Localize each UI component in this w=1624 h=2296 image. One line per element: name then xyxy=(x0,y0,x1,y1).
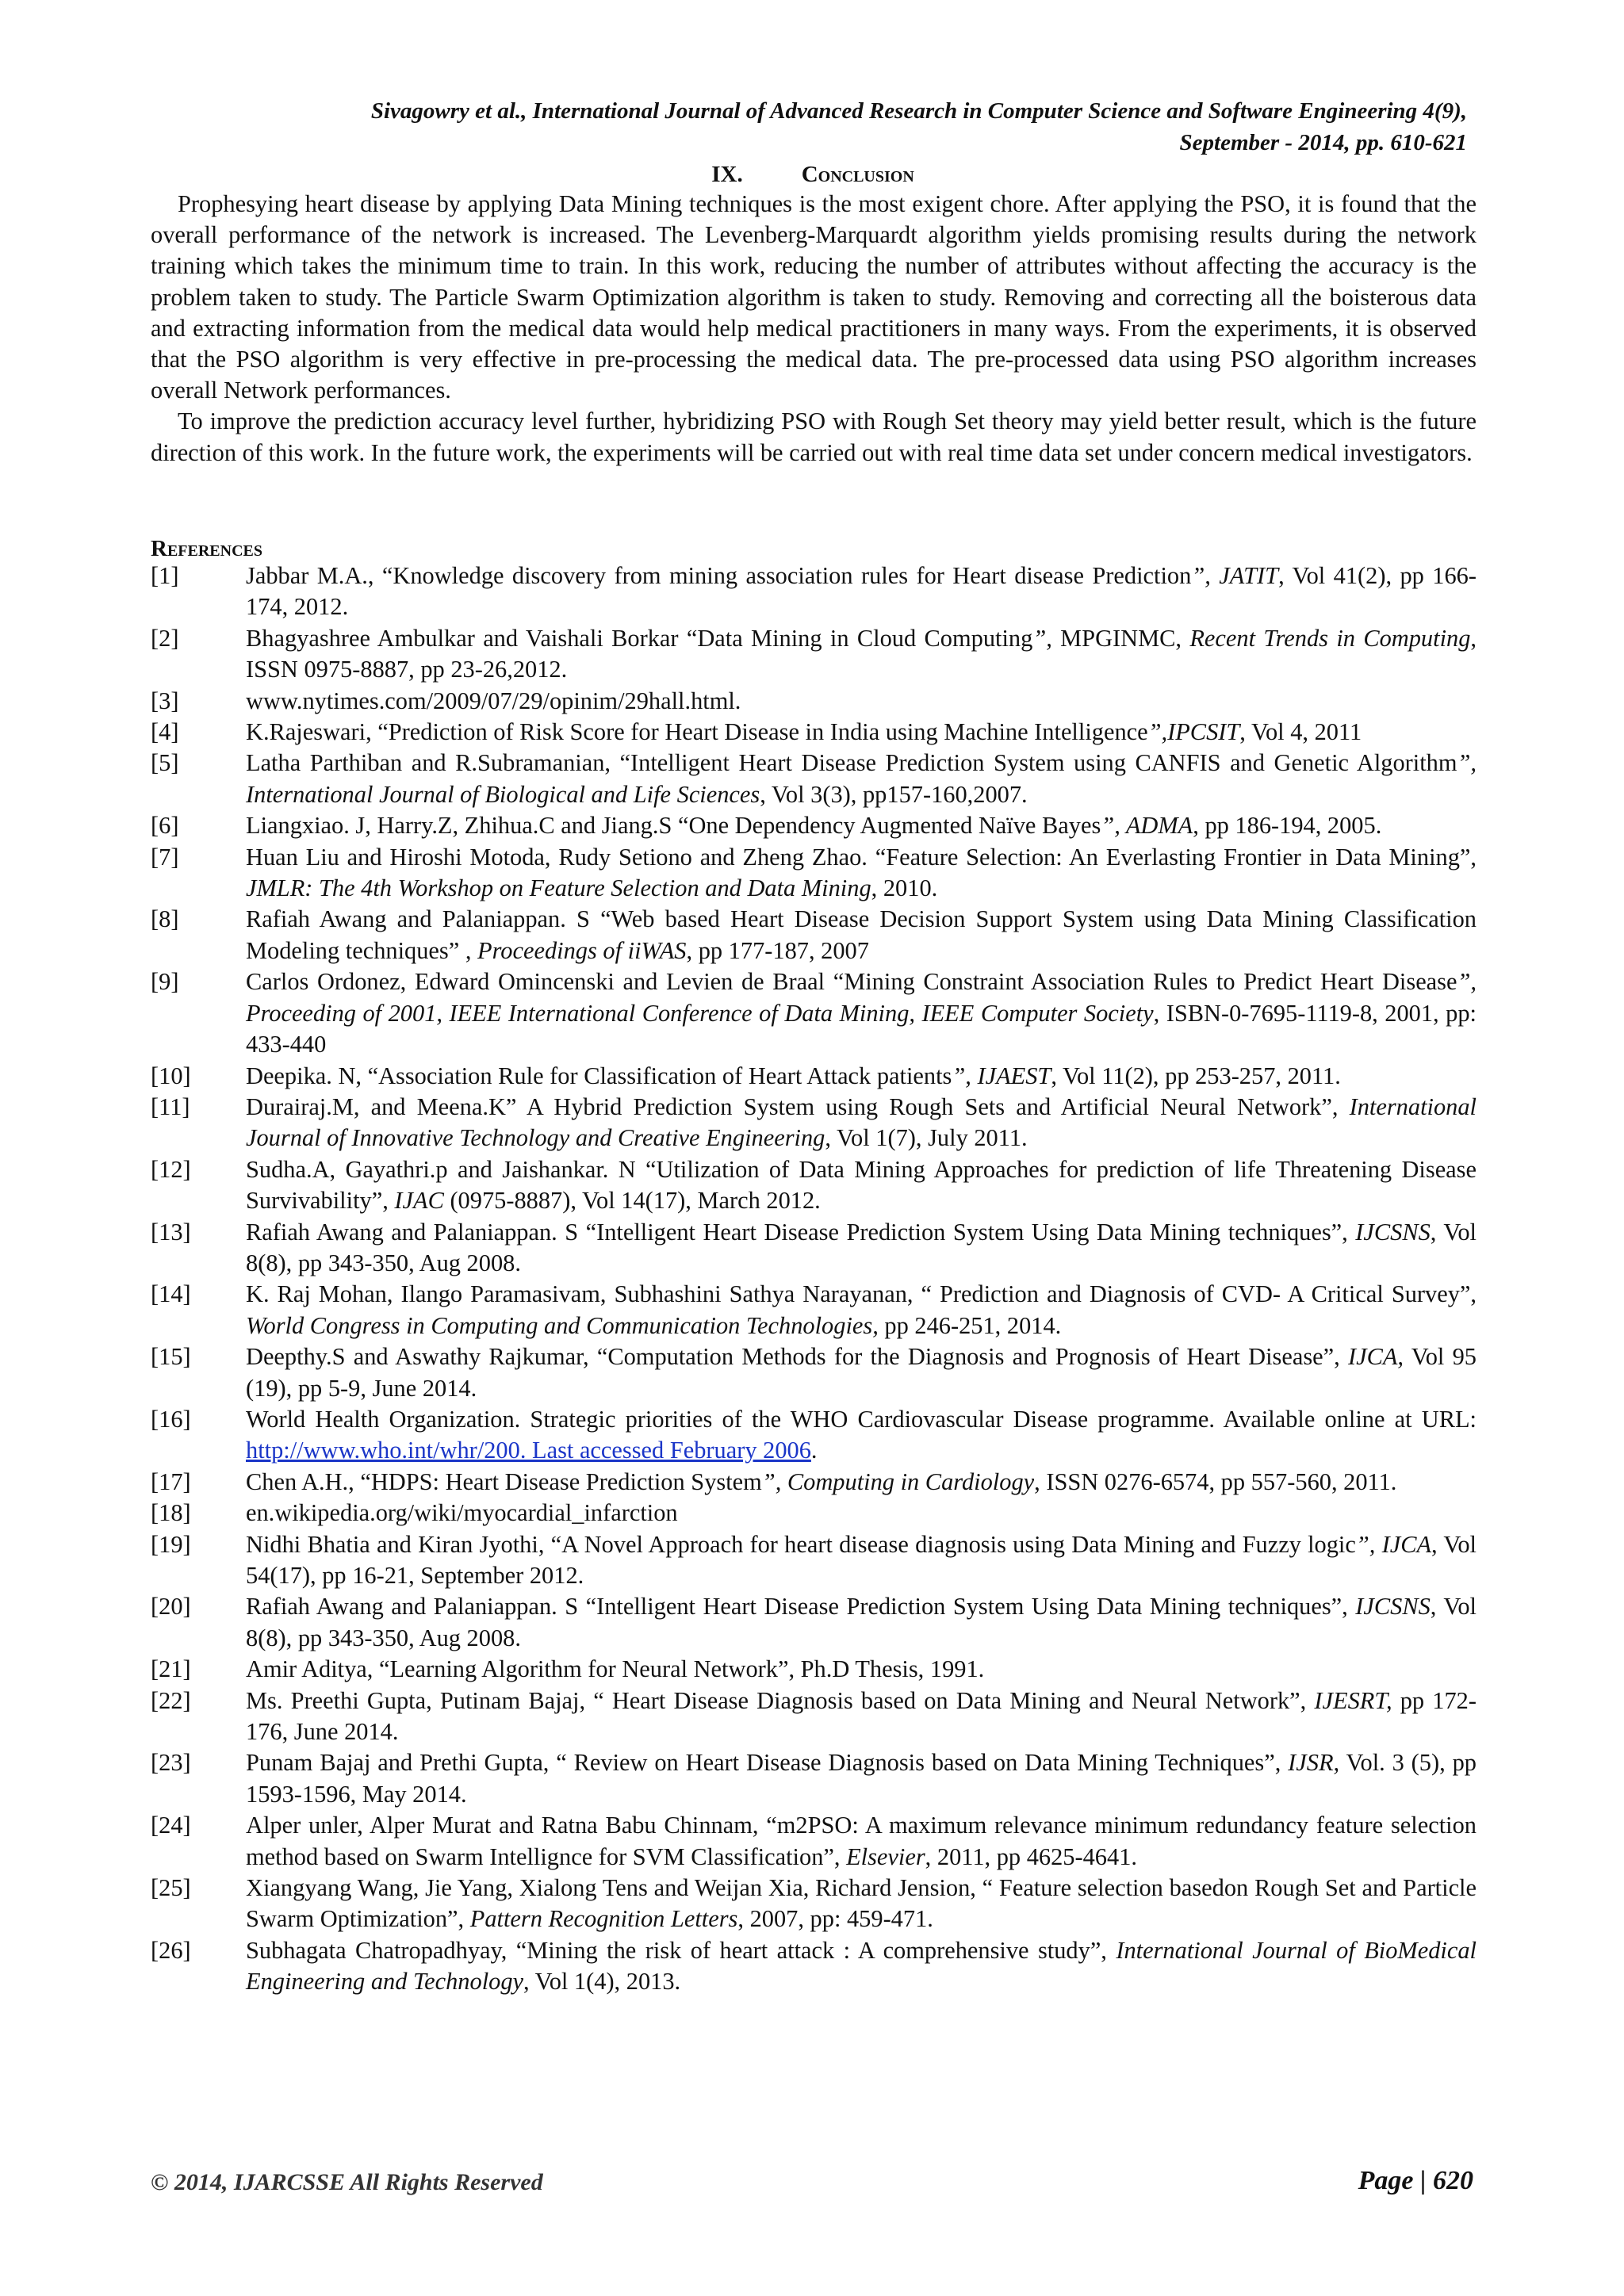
reference-text xyxy=(246,1529,1477,1592)
reference-text xyxy=(246,1873,1477,1935)
reference-italic: International Journal of Innovative Technology and Creative Engineering xyxy=(246,1093,1477,1152)
reference-text xyxy=(246,1061,1477,1092)
reference-text xyxy=(246,1404,1477,1467)
reference-segment: Vol 95 (19), pp 5-9, June 2014. xyxy=(246,1343,1477,1402)
reference-number: [18] xyxy=(151,1499,191,1527)
reference-text xyxy=(246,810,1477,841)
reference-italic: ”, ADMA xyxy=(1101,812,1193,840)
reference-number: [8] xyxy=(151,905,179,933)
reference-segment: Vol. 3 (5), pp 1593-1596, May 2014. xyxy=(246,1749,1477,1808)
reference-segment: , Vol 3(3), pp157-160,2007. xyxy=(760,780,1028,808)
reference-number: [14] xyxy=(151,1280,191,1308)
reference-segment: Sudha.A, Gayathri.p and Jaishankar. N “Utilization of Data Mining Approaches for prediction of life Threatening Disease Survivability”, xyxy=(246,1155,1477,1215)
reference-number: [21] xyxy=(151,1655,191,1683)
reference-number: [5] xyxy=(151,749,179,777)
reference-segment: , Vol 8(8), pp 343-350, Aug 2008. xyxy=(246,1593,1477,1651)
reference-text xyxy=(246,686,1477,717)
running-header xyxy=(151,95,1467,159)
reference-segment: , Vol 41(2), pp 166-174, 2012. xyxy=(246,562,1477,621)
reference-segment: Deepika. N, “Association Rule for Classification of Heart Attack patients xyxy=(246,1062,952,1089)
reference-text xyxy=(246,1341,1477,1404)
reference-segment: , Vol 8(8), pp 343-350, Aug 2008. xyxy=(246,1218,1477,1276)
reference-segment: www.nytimes.com/2009/07/29/opinim/29hall.html. xyxy=(246,687,741,714)
reference-italic: ”,IPCSIT xyxy=(1147,718,1240,746)
reference-italic: International Journal of BioMedical Engineering and Technology xyxy=(246,1936,1477,1996)
reference-list xyxy=(151,561,1477,1998)
reference-italic: JMLR: The 4th Workshop on Feature Selection and Data Mining xyxy=(246,874,871,902)
reference-segment: MPGINMC, xyxy=(1051,624,1190,652)
reference-segment: , Vol 4, 2011 xyxy=(1239,718,1362,746)
reference-italic: ”, Computing in Cardiology xyxy=(761,1468,1035,1495)
reference-text xyxy=(246,1498,1477,1529)
reference-item xyxy=(151,1061,1477,1092)
reference-segment: , Vol 1(4), 2013. xyxy=(523,1968,681,1996)
reference-segment: , 2010. xyxy=(871,874,938,902)
reference-segment: K.Rajeswari, “Prediction of Risk Score for Heart Disease in India using Machine Intelligence xyxy=(246,718,1148,746)
reference-item xyxy=(151,1498,1477,1529)
reference-segment: K. Raj Mohan, Ilango Paramasivam, Subhashini Sathya Narayanan, “ Prediction and Diagnosis of CVD- A Critical Survey”, xyxy=(246,1280,1477,1308)
reference-italic: ”, JATIT xyxy=(1191,562,1279,589)
references-heading: References xyxy=(151,536,262,561)
reference-segment: Xiangyang Wang, Jie Yang, Xialong Tens and Weijan Xia, Richard Jension, “ Feature selection basedon Rough Set and Particle Swarm Optimization”, xyxy=(246,1874,1477,1933)
reference-segment: , 2011, pp 4625-4641. xyxy=(925,1843,1137,1870)
reference-item xyxy=(151,1747,1477,1810)
reference-number: [15] xyxy=(151,1343,191,1371)
reference-italic: IJSR, xyxy=(1288,1749,1340,1777)
reference-text xyxy=(246,717,1477,748)
section-heading xyxy=(151,160,1475,189)
reference-italic: IJCA, xyxy=(1347,1343,1404,1371)
reference-italic: Proceedings of iiWAS xyxy=(477,936,687,964)
reference-segment: Deepthy.S and Aswathy Rajkumar, “Computation Methods for the Diagnosis and Prognosis of Heart Disease”, xyxy=(246,1343,1348,1371)
header-line-1: Sivagowry et al., International Journal of Advanced Research in Computer Science and Software Engineering 4(9), xyxy=(370,98,1467,124)
reference-text xyxy=(246,1279,1477,1341)
reference-segment: Alper unler, Alper Murat and Ratna Babu Chinnam, “m2PSO: A maximum relevance minimum redundancy feature selection method based on Swarm Intellignce for SVM Classification”, xyxy=(246,1812,1477,1870)
reference-text xyxy=(246,561,1477,623)
reference-segment: World Health Organization. Strategic priorities of the WHO Cardiovascular Disease programme. Available online at URL: xyxy=(246,1405,1477,1433)
reference-italic: Elsevier xyxy=(846,1843,925,1870)
reference-item xyxy=(151,904,1477,966)
reference-item xyxy=(151,1467,1477,1498)
reference-item xyxy=(151,1404,1477,1467)
reference-segment: , Vol 1(7), July 2011. xyxy=(825,1124,1028,1152)
reference-item xyxy=(151,966,1477,1060)
reference-number: [25] xyxy=(151,1874,191,1902)
reference-number: [10] xyxy=(151,1062,191,1089)
reference-text xyxy=(246,1591,1477,1654)
reference-segment: Durairaj.M, and Meena.K” A Hybrid Prediction System using Rough Sets and Artificial Neural Network”, xyxy=(246,1093,1350,1120)
reference-segment: , ISSN 0276-6574, pp 557-560, 2011. xyxy=(1034,1468,1397,1495)
paragraph: To improve the prediction accuracy level further, hybridizing PSO with Rough Set theory may yield better result, which is the future direction of this work. In the future work, the experiments will be carried out with real time data set under concern medical investigators. xyxy=(151,408,1477,466)
reference-number: [20] xyxy=(151,1593,191,1621)
reference-number: [1] xyxy=(151,562,179,589)
reference-segment: Jabbar M.A., “Knowledge discovery from mining association rules for Heart disease Prediction xyxy=(246,562,1192,589)
reference-item xyxy=(151,1591,1477,1654)
reference-item xyxy=(151,1341,1477,1404)
reference-segment: Amir Aditya, “Learning Algorithm for Neural Network”, Ph.D Thesis, 1991. xyxy=(246,1655,985,1683)
reference-number: [6] xyxy=(151,812,179,840)
reference-number: [17] xyxy=(151,1468,191,1495)
reference-text xyxy=(246,1810,1477,1873)
reference-item xyxy=(151,561,1477,623)
reference-segment: pp 172-176, June 2014. xyxy=(246,1686,1477,1746)
reference-number: [23] xyxy=(151,1749,191,1777)
section-title: Conclusion xyxy=(801,162,914,187)
reference-italic: ”, xyxy=(1032,624,1052,652)
reference-segment: Nidhi Bhatia and Kiran Jyothi, “A Novel Approach for heart disease diagnosis using Data Mining and Fuzzy logic xyxy=(246,1530,1356,1558)
reference-segment: , ISSN 0975-8887, pp 23-26,2012. xyxy=(246,624,1477,683)
reference-segment: Huan Liu and Hiroshi Motoda, Rudy Setiono and Zheng Zhao. “Feature Selection: An Everlasting Frontier in Data Mining”, xyxy=(246,843,1477,871)
reference-number: [3] xyxy=(151,687,179,714)
reference-segment: , Vol 11(2), pp 253-257, 2011. xyxy=(1051,1062,1341,1089)
reference-number: [2] xyxy=(151,624,179,652)
reference-item xyxy=(151,1217,1477,1280)
reference-segment: Rafiah Awang and Palaniappan. S “Web based Heart Disease Decision Support System using Data Mining Classification Modeling techniques” , xyxy=(246,905,1477,964)
reference-item xyxy=(151,1935,1477,1998)
reference-item xyxy=(151,1092,1477,1154)
reference-item xyxy=(151,1686,1477,1748)
reference-italic: IJCSNS xyxy=(1355,1218,1431,1246)
reference-italic: ”, Proceeding of 2001, IEEE International Conference of Data Mining, IEEE Computer Society xyxy=(246,968,1477,1027)
reference-segment: , 2007, pp: 459-471. xyxy=(737,1905,933,1933)
reference-segment: , pp 177-187, 2007 xyxy=(686,936,869,964)
reference-italic: Pattern Recognition Letters xyxy=(469,1905,738,1933)
header-line-2: September - 2014, pp. 610-621 xyxy=(1179,130,1467,155)
reference-segment: Liangxiao. J, Harry.Z, Zhihua.C and Jiang.S “One Dependency Augmented Naïve Bayes xyxy=(246,812,1101,840)
reference-segment: Rafiah Awang and Palaniappan. S “Intelligent Heart Disease Prediction System Using Data Mining techniques”, xyxy=(246,1218,1356,1246)
reference-segment: Bhagyashree Ambulkar and Vaishali Borkar “Data Mining in Cloud Computing xyxy=(246,624,1033,652)
reference-link[interactable]: http://www.who.int/whr/200. Last accessed February 2006 xyxy=(246,1437,811,1464)
reference-text xyxy=(246,1092,1477,1154)
conclusion-body xyxy=(151,189,1477,469)
reference-text xyxy=(246,966,1477,1060)
reference-segment: en.wikipedia.org/wiki/myocardial_infarction xyxy=(246,1499,678,1527)
footer-copyright: © 2014, IJARCSSE All Rights Reserved xyxy=(151,2169,543,2195)
reference-italic: IJESRT, xyxy=(1314,1686,1392,1714)
reference-item xyxy=(151,1154,1477,1217)
reference-number: [13] xyxy=(151,1218,191,1246)
reference-item xyxy=(151,686,1477,717)
reference-segment: Chen A.H., “HDPS: Heart Disease Prediction System xyxy=(246,1468,762,1495)
reference-number: [16] xyxy=(151,1405,191,1433)
paragraph: Prophesying heart disease by applying Data Mining techniques is the most exigent chore. After applying the PSO, it is found that the overall performance of the network is increased. The Levenberg-Marquardt algorithm yields promising results during the network training which takes the minimum time to train. In this work, reducing the number of attributes without affecting the accuracy is the problem taken to study. The Particle Swarm Optimization algorithm is taken to study. Removing and correcting all the boisterous data and extracting information from the medical data would help medical practitioners in many ways. From the experiments, it is observed that the PSO algorithm is very effective in pre-processing the medical data. The pre-processed data using PSO algorithm increases overall Network performances. xyxy=(151,190,1477,404)
reference-italic: ”, IJCA xyxy=(1355,1530,1432,1558)
reference-number: [22] xyxy=(151,1686,191,1714)
reference-segment: Punam Bajaj and Prethi Gupta, “ Review on Heart Disease Diagnosis based on Data Mining Techniques”, xyxy=(246,1749,1289,1777)
reference-segment: Latha Parthiban and R.Subramanian, “Intelligent Heart Disease Prediction System using CANFIS and Genetic Algorithm xyxy=(246,749,1457,777)
reference-item xyxy=(151,623,1477,686)
reference-segment: Carlos Ordonez, Edward Omincenski and Levien de Braal “Mining Constraint Association Rules to Predict Heart Disease xyxy=(246,968,1457,996)
footer-page-number: Page | 620 xyxy=(1358,2166,1473,2195)
reference-segment: Rafiah Awang and Palaniappan. S “Intelligent Heart Disease Prediction System Using Data Mining techniques”, xyxy=(246,1593,1356,1621)
reference-segment: Ms. Preethi Gupta, Putinam Bajaj, “ Heart Disease Diagnosis based on Data Mining and Neural Network”, xyxy=(246,1686,1315,1714)
reference-italic: ”, IJAEST xyxy=(952,1062,1051,1089)
reference-italic: World Congress in Computing and Communication Technologies, xyxy=(246,1311,879,1339)
reference-text xyxy=(246,748,1477,810)
reference-item xyxy=(151,748,1477,810)
reference-item xyxy=(151,842,1477,905)
reference-number: [12] xyxy=(151,1155,191,1183)
reference-text xyxy=(246,1747,1477,1810)
reference-text xyxy=(246,1467,1477,1498)
reference-number: [24] xyxy=(151,1812,191,1839)
reference-segment: , Vol 54(17), pp 16-21, September 2012. xyxy=(246,1530,1477,1589)
reference-number: [9] xyxy=(151,968,179,996)
reference-number: [11] xyxy=(151,1093,190,1120)
reference-italic: ”, International Journal of Biological and Life Sciences xyxy=(246,749,1477,808)
reference-segment: Subhagata Chatropadhyay, “Mining the risk of heart attack : A comprehensive study”, xyxy=(246,1936,1116,1964)
reference-number: [4] xyxy=(151,718,179,746)
reference-item xyxy=(151,810,1477,841)
reference-item xyxy=(151,1529,1477,1592)
reference-item xyxy=(151,1810,1477,1873)
reference-italic: IJCSNS xyxy=(1355,1593,1431,1621)
reference-italic: IJAC xyxy=(394,1187,444,1215)
reference-text xyxy=(246,1935,1477,1998)
reference-text xyxy=(246,1154,1477,1217)
reference-segment: , ISBN-0-7695-1119-8, 2001, pp: 433-440 xyxy=(246,999,1477,1058)
reference-item xyxy=(151,717,1477,748)
reference-text xyxy=(246,904,1477,966)
reference-number: [7] xyxy=(151,843,179,871)
reference-segment: . xyxy=(810,1437,818,1464)
reference-text xyxy=(246,1654,1477,1685)
reference-text xyxy=(246,842,1477,905)
reference-text xyxy=(246,1686,1477,1748)
reference-segment: pp 246-251, 2014. xyxy=(878,1311,1062,1339)
reference-text xyxy=(246,623,1477,686)
reference-item xyxy=(151,1654,1477,1685)
reference-number: [26] xyxy=(151,1936,191,1964)
reference-number: [19] xyxy=(151,1530,191,1558)
reference-text xyxy=(246,1217,1477,1280)
reference-segment: (0975-8887), Vol 14(17), March 2012. xyxy=(443,1187,821,1215)
reference-item xyxy=(151,1279,1477,1341)
section-number: IX. xyxy=(711,162,743,187)
reference-item xyxy=(151,1873,1477,1935)
reference-italic: Recent Trends in Computing xyxy=(1189,624,1471,652)
reference-segment: , pp 186-194, 2005. xyxy=(1193,812,1382,840)
